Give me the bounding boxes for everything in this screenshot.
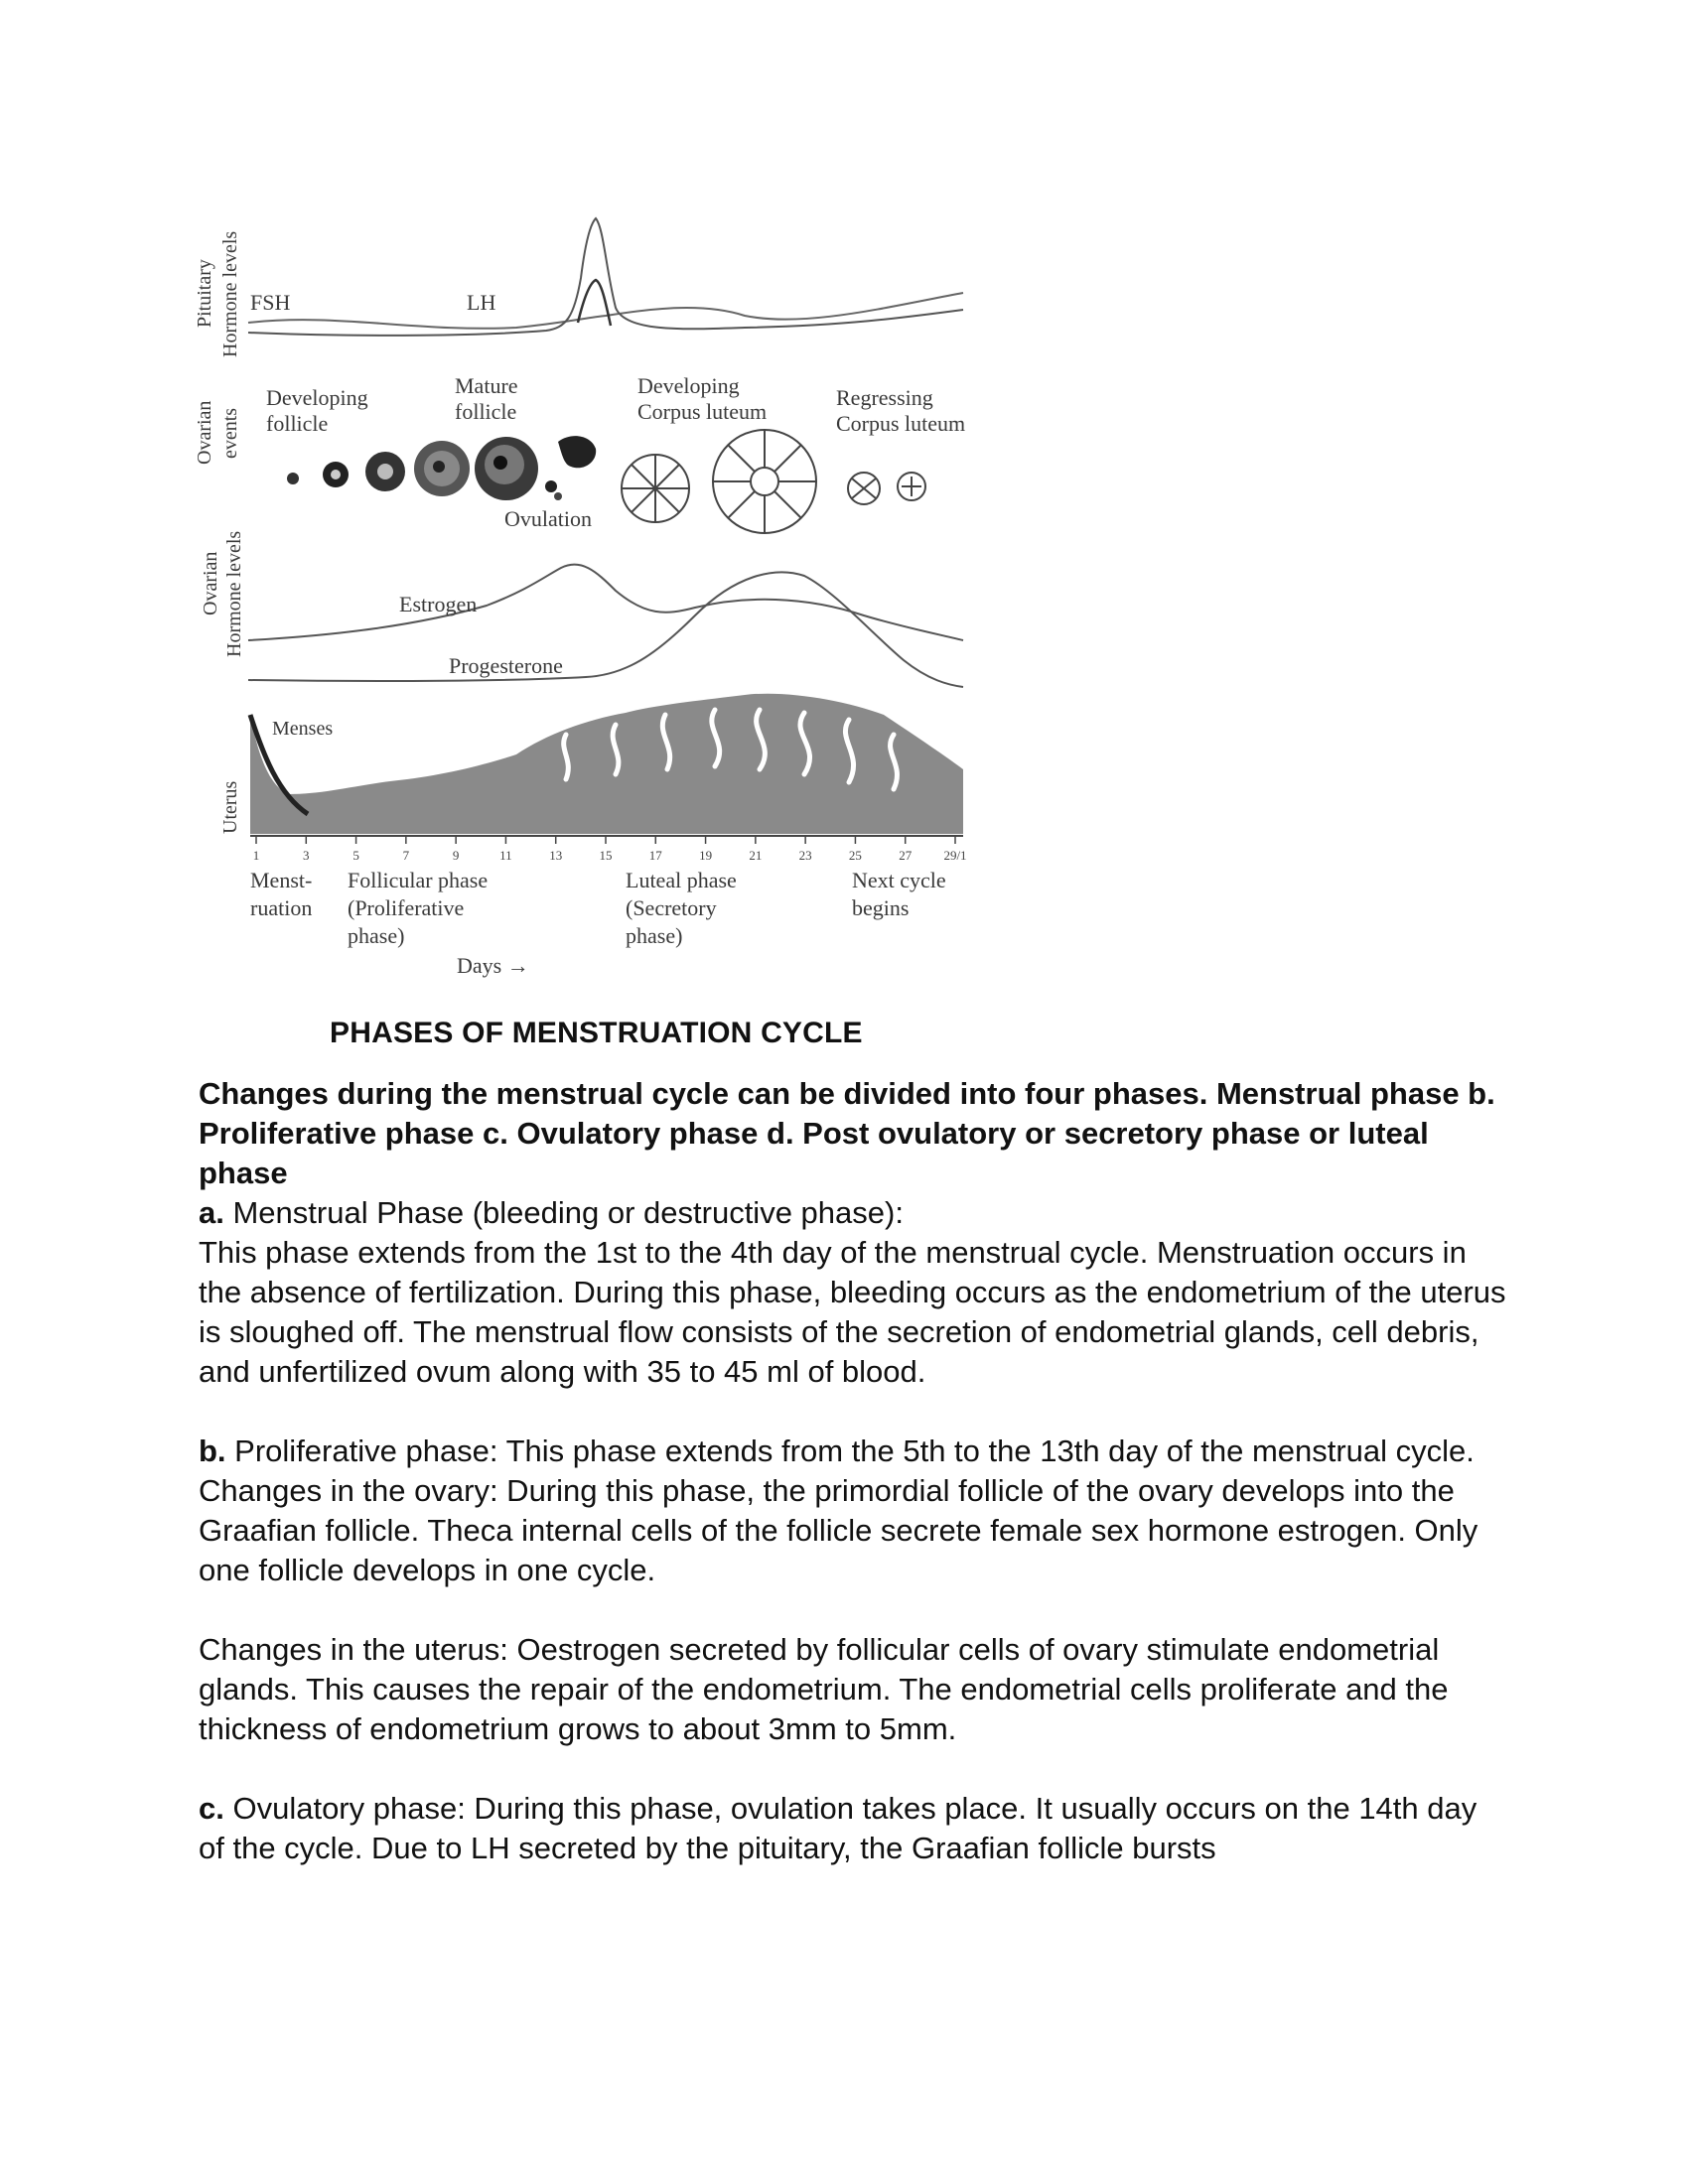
svg-text:Hormone levels: Hormone levels — [219, 230, 241, 357]
corpus-luteum-sequence — [622, 430, 925, 533]
day-tick-label: 25 — [848, 848, 862, 863]
svg-text:phase): phase) — [348, 923, 405, 948]
svg-text:(Secretory: (Secretory — [626, 895, 717, 920]
svg-text:Developing: Developing — [637, 373, 740, 398]
section-c-text: Ovulatory phase: During this phase, ovulation takes place. It usually occurs on the 14th day of the cycle. Due to LH secreted by the pituitary, the Graafian follicle bursts — [199, 1791, 1477, 1865]
phase-label-luteal — [626, 868, 737, 948]
label-developing-follicle — [266, 385, 368, 436]
side-label-ovarian-events — [194, 401, 241, 465]
day-tick-label: 13 — [549, 848, 563, 863]
svg-text:Pituitary: Pituitary — [194, 259, 215, 328]
svg-text:follicle: follicle — [266, 411, 329, 436]
document-body — [199, 1074, 1509, 1868]
section-a-text: This phase extends from the 1st to the 4th day of the menstrual cycle. Menstruation occurs in the absence of fertilization. During this phase, bleeding occurs as the endometrium of the uterus is sloughed off. The menstrual flow consists of the secretion of endometrial glands, cell debris, and unfertilized ovum along with 35 to 45 ml of blood. — [199, 1235, 1506, 1389]
day-ticks — [253, 836, 967, 863]
label-mature-follicle — [455, 373, 518, 424]
section-c-label: c. — [199, 1791, 224, 1826]
day-tick-label: 11 — [499, 848, 512, 863]
svg-text:begins: begins — [852, 895, 910, 920]
section-b-text: Proliferative phase: This phase extends from the 5th to the 13th day of the menstrual cycle. — [225, 1433, 1475, 1468]
section-b-uterus: Changes in the uterus: Oestrogen secreted by follicular cells of ovary stimulate endometrial glands. This causes the repair of the endometrium. The endometrial cells proliferate and the thickness of endometrium grows to about 3mm to 5mm. — [199, 1632, 1449, 1746]
section-b-label: b. — [199, 1433, 226, 1468]
section-b-ovary: Changes in the ovary: During this phase, the primordial follicle of the ovary develops into the Graafian follicle. Theca internal cells of the follicle secrete female sex hormone estrogen. Only one follicle develops in one cycle. — [199, 1473, 1478, 1587]
menses-label: Menses — [272, 718, 334, 740]
lh-label: LH — [467, 290, 496, 315]
section-a-heading — [199, 1193, 1509, 1233]
phase-label-follicular — [348, 868, 488, 948]
day-tick-label: 5 — [352, 848, 359, 863]
svg-text:Menst-: Menst- — [250, 868, 313, 892]
day-tick-label: 15 — [599, 848, 613, 863]
menstrual-cycle-figure — [189, 199, 1023, 1003]
svg-text:events: events — [219, 407, 241, 459]
svg-text:Ovarian: Ovarian — [194, 400, 215, 465]
svg-text:follicle: follicle — [455, 399, 517, 424]
estrogen-curve — [248, 565, 963, 640]
section-c-heading — [199, 1789, 1509, 1868]
day-tick-label: 17 — [648, 848, 662, 863]
day-tick-label: 19 — [699, 848, 713, 863]
svg-text:(Proliferative: (Proliferative — [348, 895, 465, 920]
section-a-title: Menstrual Phase (bleeding or destructive phase): — [223, 1195, 904, 1230]
section-b-heading — [199, 1432, 1509, 1471]
intro-paragraph: Changes during the menstrual cycle can be divided into four phases. Menstrual phase b. Proliferative phase c. Ovulatory phase d. Post ovulatory or secretory phase or luteal phase — [199, 1076, 1495, 1190]
fsh-curve — [248, 293, 963, 329]
label-developing-corpus-luteum — [637, 373, 767, 424]
phase-label-menstruation — [250, 868, 312, 920]
day-tick-label: 21 — [749, 848, 763, 863]
label-ovulation: Ovulation — [504, 506, 592, 531]
menstrual-cycle-diagram — [189, 199, 1023, 1003]
svg-text:Corpus luteum: Corpus luteum — [836, 411, 966, 436]
svg-text:Developing: Developing — [266, 385, 368, 410]
days-label: Days → — [457, 953, 529, 978]
lh-curve — [248, 218, 963, 336]
fsh-label: FSH — [250, 290, 291, 315]
figure-caption: PHASES OF MENSTRUATION CYCLE — [330, 1017, 863, 1049]
svg-text:Follicular phase: Follicular phase — [348, 868, 489, 892]
svg-text:Ovarian: Ovarian — [200, 551, 221, 615]
svg-text:Hormone levels: Hormone levels — [223, 530, 245, 657]
day-tick-label: 1 — [252, 848, 260, 863]
svg-text:ruation: ruation — [250, 895, 313, 920]
svg-text:phase): phase) — [626, 923, 683, 948]
endometrium-lining — [250, 694, 963, 834]
day-tick-label: 7 — [402, 848, 410, 863]
side-label-ovarian-hormones — [200, 531, 245, 657]
day-tick-label: 27 — [899, 848, 913, 863]
svg-text:Mature: Mature — [455, 373, 518, 398]
day-tick-label: 9 — [452, 848, 460, 863]
label-regressing-corpus-luteum — [836, 385, 965, 436]
svg-text:Next cycle: Next cycle — [852, 868, 946, 892]
progesterone-label: Progesterone — [449, 653, 563, 678]
side-label-pituitary — [194, 231, 241, 357]
phase-label-next-cycle — [852, 868, 946, 920]
svg-text:Luteal phase: Luteal phase — [626, 868, 737, 892]
follicle-sequence — [287, 436, 596, 500]
day-tick-label: 3 — [303, 848, 310, 863]
svg-text:Regressing: Regressing — [836, 385, 933, 410]
progesterone-curve — [248, 572, 963, 687]
day-tick-label: 29/1 — [943, 848, 967, 863]
side-label-uterus: Uterus — [219, 780, 241, 834]
estrogen-label: Estrogen — [399, 592, 478, 616]
section-a-label: a. — [199, 1195, 224, 1230]
svg-text:Corpus luteum: Corpus luteum — [637, 399, 768, 424]
day-tick-label: 23 — [798, 848, 812, 863]
